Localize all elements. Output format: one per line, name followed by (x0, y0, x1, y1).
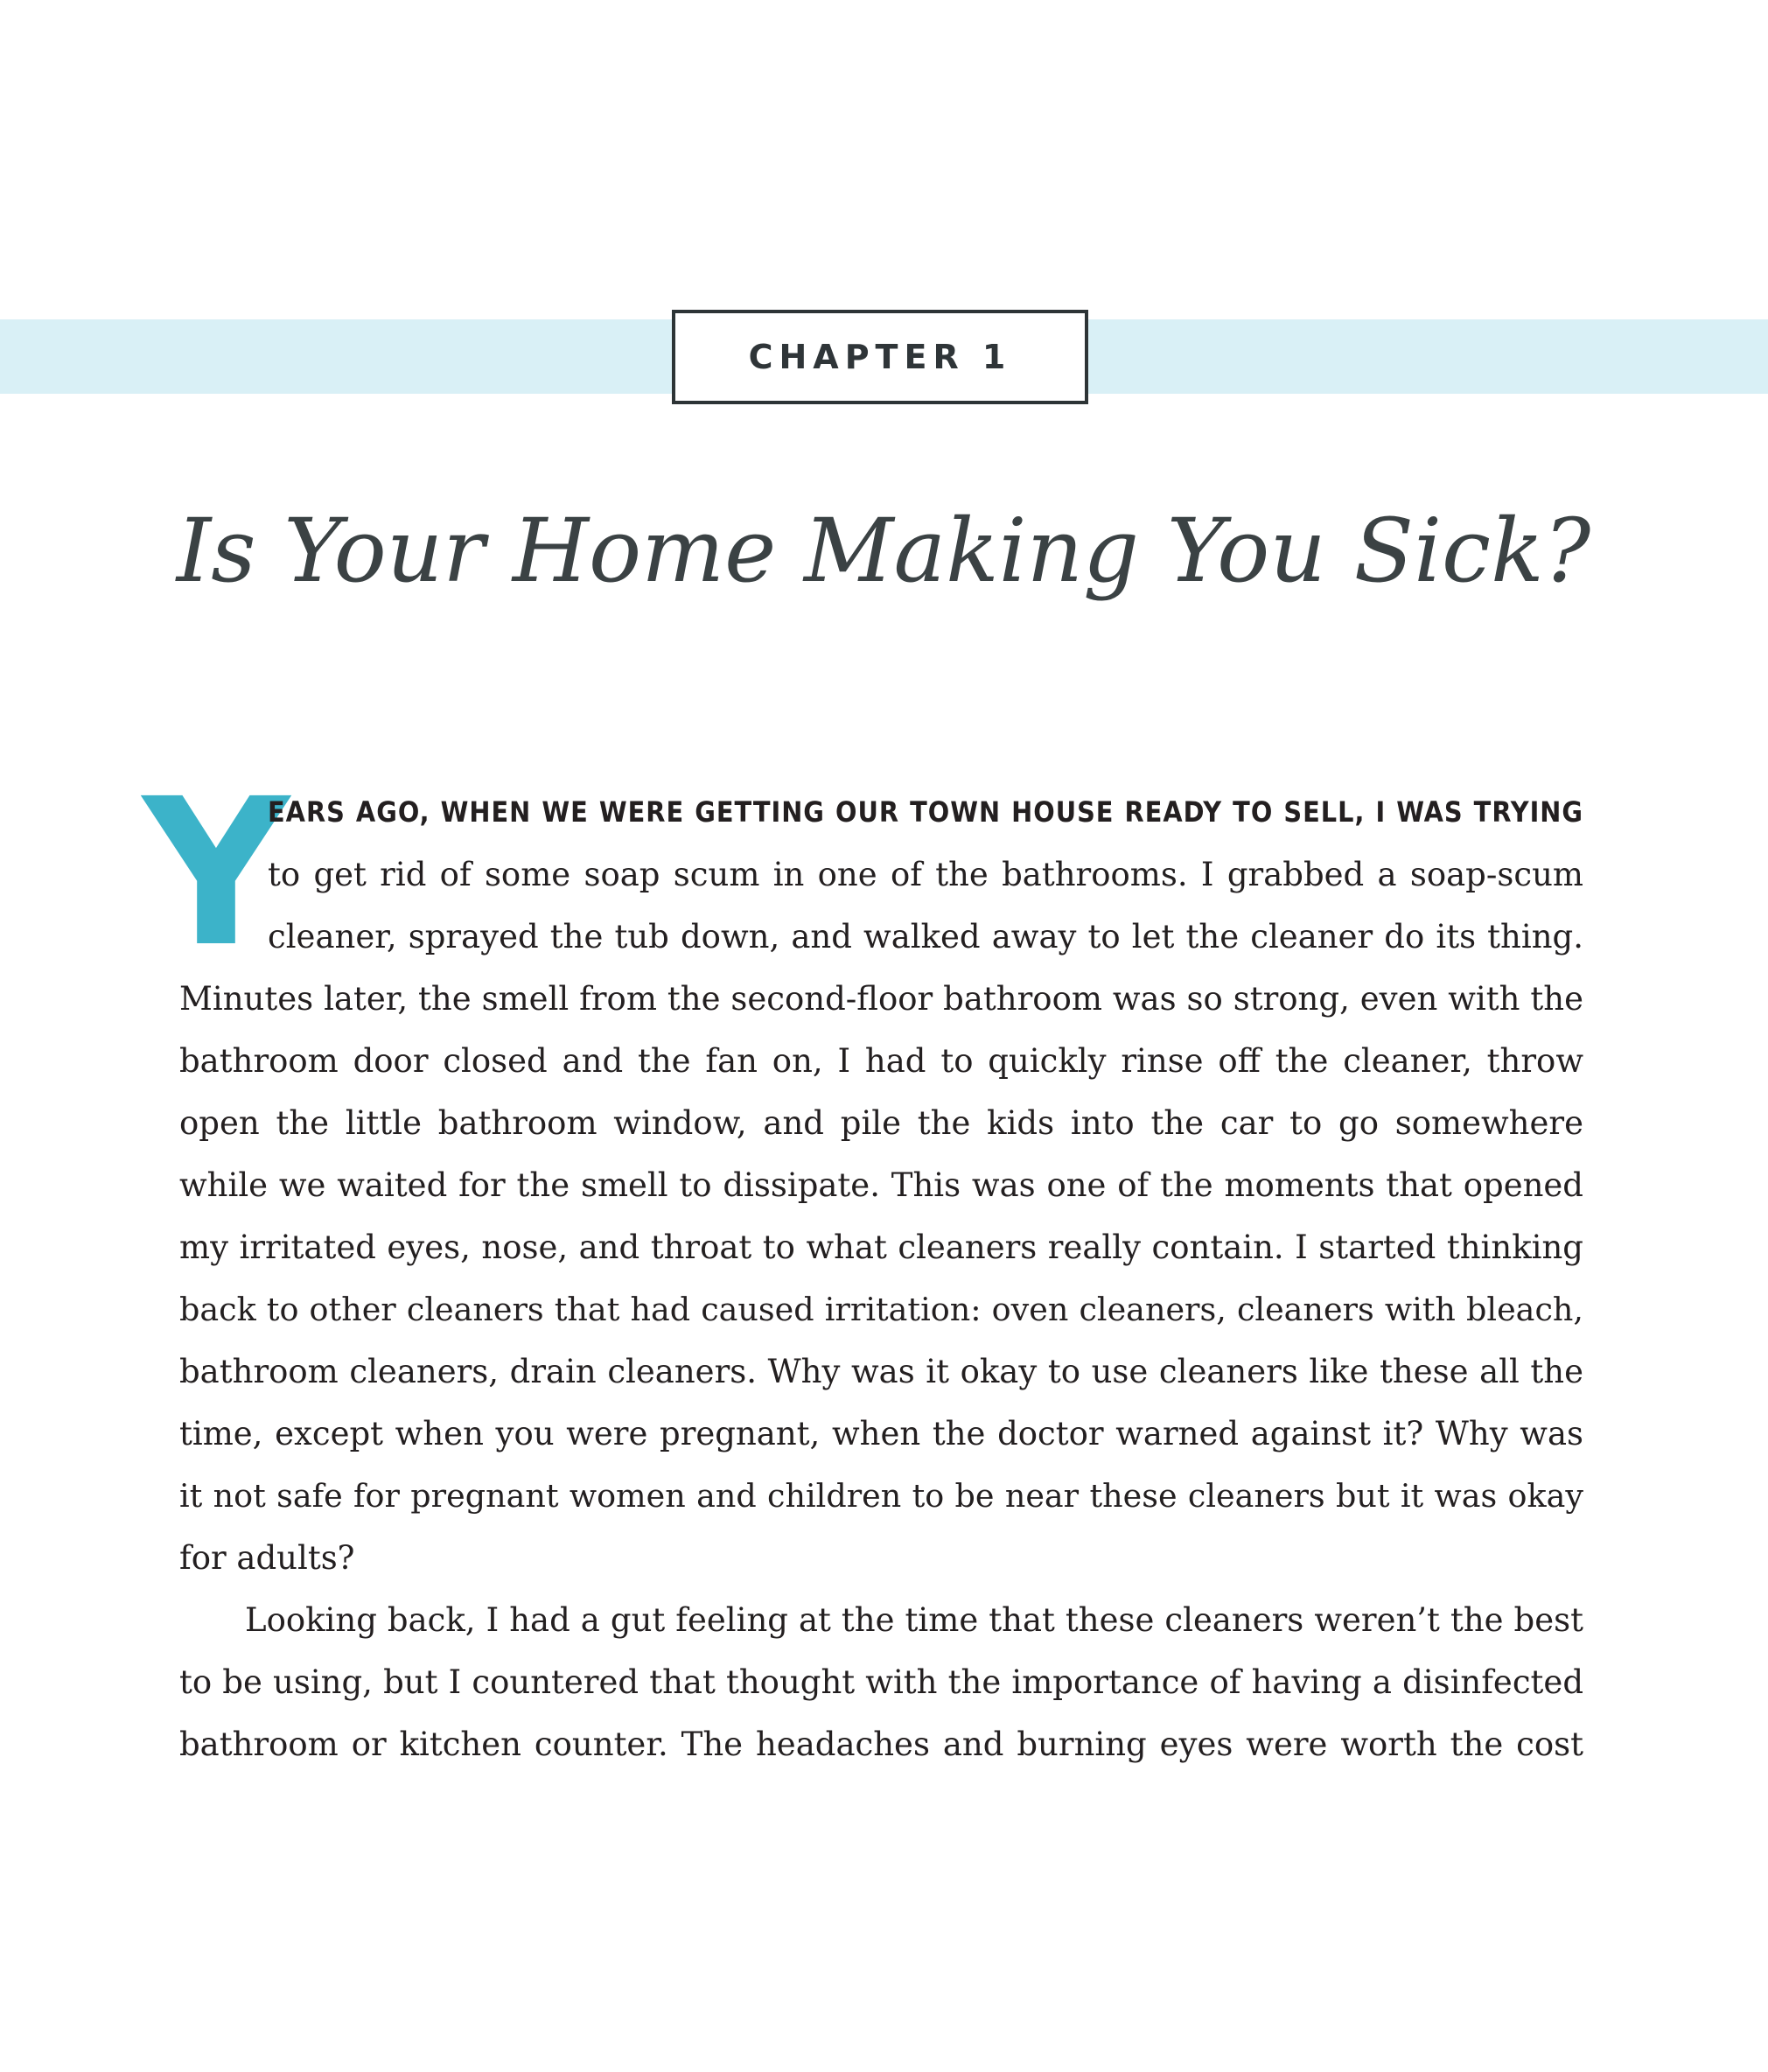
text-line-14: Looking back, I had a gut feeling at the time that these cleaners weren’t the best (245, 1601, 1583, 1639)
chapter-label-box (672, 310, 1088, 404)
drop-cap: Y (143, 755, 290, 991)
text-line-7: while we waited for the smell to dissipate. This was one of the moments that opened (179, 1166, 1583, 1204)
text-line-13: for adults? (179, 1539, 355, 1577)
text-line-1: EARS AGO, WHEN WE WERE GETTING OUR TOWN HOUSE READY TO SELL, I WAS TRYING (268, 795, 1583, 829)
text-line-9: back to other cleaners that had caused irritation: oven cleaners, cleaners with bleach, (179, 1291, 1583, 1328)
chapter-label: CHAPTER 1 (748, 338, 1012, 376)
text-line-4: Minutes later, the smell from the second-floor bathroom was so strong, even with the (179, 980, 1583, 1018)
text-line-2: to get rid of some soap scum in one of the bathrooms. I grabbed a soap-scum (268, 856, 1583, 893)
text-line-6: open the little bathroom window, and pile the kids into the car to go somewhere (179, 1104, 1583, 1142)
text-line-3: cleaner, sprayed the tub down, and walked away to let the cleaner do its thing. (268, 918, 1583, 956)
text-line-5: bathroom door closed and the fan on, I had to quickly rinse off the cleaner, throw (179, 1042, 1583, 1080)
text-line-8: my irritated eyes, nose, and throat to what cleaners really contain. I started thinking (179, 1228, 1583, 1266)
text-line-16: bathroom or kitchen counter. The headaches and burning eyes were worth the cost (179, 1726, 1583, 1763)
text-line-15: to be using, but I countered that thought with the importance of having a disinfected (179, 1663, 1583, 1701)
chapter-title: Is Your Home Making You Sick? (176, 500, 1591, 602)
text-line-12: it not safe for pregnant women and children to be near these cleaners but it was okay (179, 1477, 1583, 1515)
text-line-11: time, except when you were pregnant, when the doctor warned against it? Why was (179, 1415, 1583, 1452)
text-line-10: bathroom cleaners, drain cleaners. Why was it okay to use cleaners like these all the (179, 1353, 1583, 1390)
